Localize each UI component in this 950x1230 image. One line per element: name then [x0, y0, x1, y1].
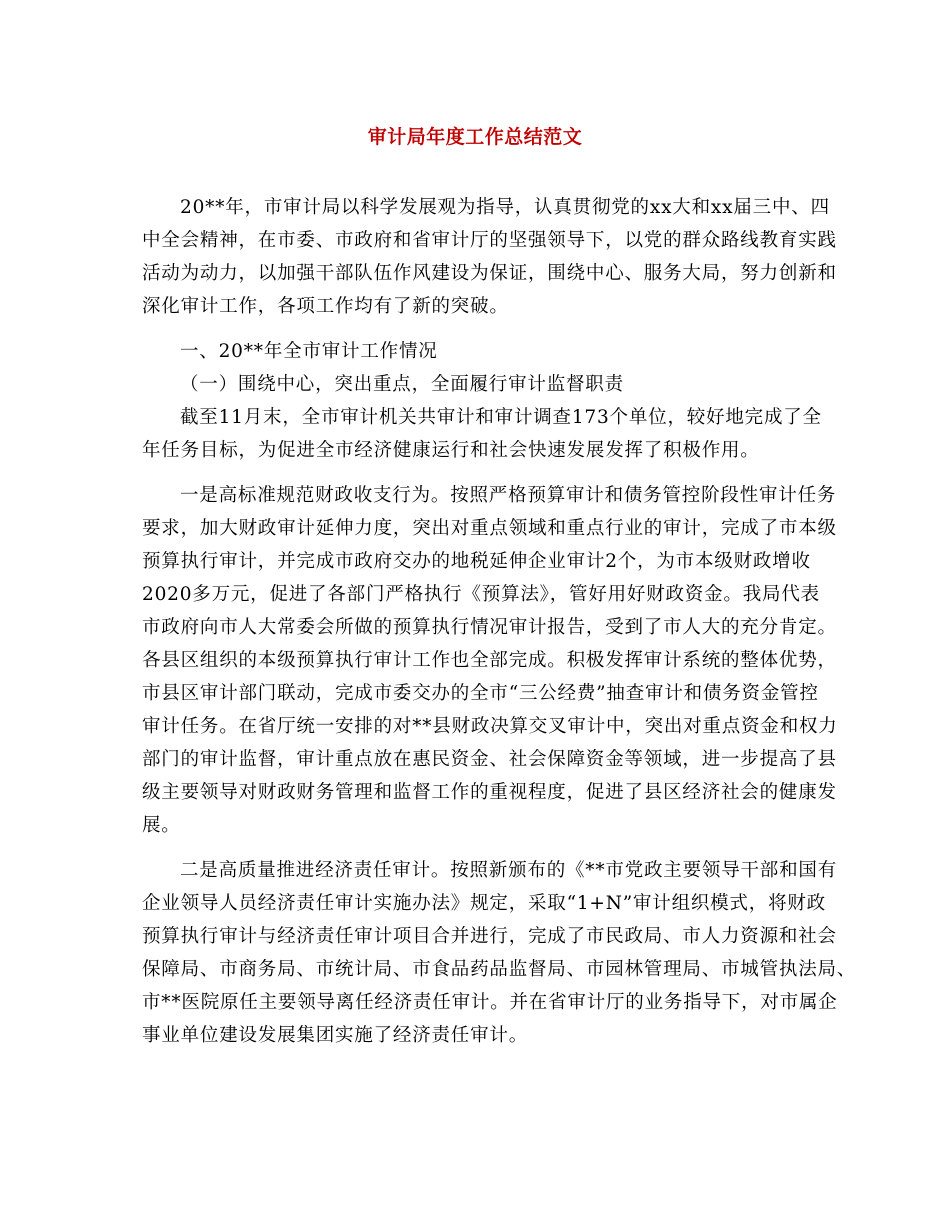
- paragraph-line: 深化审计工作，各项工作均有了新的突破。: [142, 296, 509, 317]
- paragraph-line: 截至11月末，全市审计机关共审计和审计调查173个单位，较好地完成了全: [180, 407, 822, 428]
- paragraph-line: 年任务目标，为促进全市经济健康运行和社会快速发展发挥了积极作用。: [142, 440, 760, 461]
- subsection-heading: （一）围绕中心，突出重点，全面履行审计监督职责: [180, 374, 624, 395]
- paragraph-line: 部门的审计监督，审计重点放在惠民资金、社会保障资金等领域，进一步提高了县: [142, 749, 837, 770]
- paragraph-line: 展。: [142, 815, 181, 836]
- paragraph-line: 要求，加大财政审计延伸力度，突出对重点领域和重点行业的审计，完成了市本级: [142, 518, 837, 539]
- paragraph-line: 市**医院原任主要领导离任经济责任审计。并在省审计厅的业务指导下，对市属企: [142, 992, 838, 1013]
- paragraph-line: 预算执行审计与经济责任审计项目合并进行，完成了市民政局、市人力资源和社会: [142, 926, 837, 947]
- paragraph-line: 一是高标准规范财政收支行为。按照严格预算审计和债务管控阶段性审计任务: [180, 485, 837, 506]
- paragraph-line: 中全会精神，在市委、市政府和省审计厅的坚强领导下，以党的群众路线教育实践: [142, 230, 837, 251]
- paragraph-line: 各县区组织的本级预算执行审计工作也全部完成。积极发挥审计系统的整体优势，: [142, 650, 837, 671]
- document-title: 审计局年度工作总结范文: [367, 126, 583, 148]
- paragraph-line: 级主要领导对财政财务管理和监督工作的重视程度，促进了县区经济社会的健康发: [142, 782, 837, 803]
- paragraph-line: 企业领导人员经济责任审计实施办法》规定，采取“1+N”审计组织模式，将财政: [142, 893, 826, 914]
- paragraph-line: 预算执行审计，并完成市政府交办的地税延伸企业审计2个，为市本级财政增收: [142, 551, 811, 572]
- paragraph-line: 市县区审计部门联动，完成市委交办的全市“三公经费”抽查审计和债务资金管控: [142, 683, 819, 704]
- paragraph-line: 20**年，市审计局以科学发展观为指导，认真贯彻党的xx大和xx届三中、四: [180, 197, 830, 218]
- paragraph-line: 审计任务。在省厅统一安排的对**县财政决算交叉审计中，突出对重点资金和权力: [142, 716, 838, 737]
- paragraph-line: 二是高质量推进经济责任审计。按照新颁布的《**市党政主要领导干部和国有: [180, 860, 838, 881]
- section-heading: 一、20**年全市审计工作情况: [180, 341, 438, 362]
- paragraph-line: 市政府向市人大常委会所做的预算执行情况审计报告，受到了市人大的充分肯定。: [142, 617, 837, 638]
- paragraph-line: 保障局、市商务局、市统计局、市食品药品监督局、市园林管理局、市城管执法局、: [142, 959, 857, 980]
- paragraph-line: 活动为动力，以加强干部队伍作风建设为保证，围绕中心、服务大局，努力创新和: [142, 263, 837, 284]
- paragraph-line: 事业单位建设发展集团实施了经济责任审计。: [142, 1025, 529, 1046]
- paragraph-line: 2020多万元，促进了各部门严格执行《预算法》，管好用好财政资金。我局代表: [142, 584, 820, 605]
